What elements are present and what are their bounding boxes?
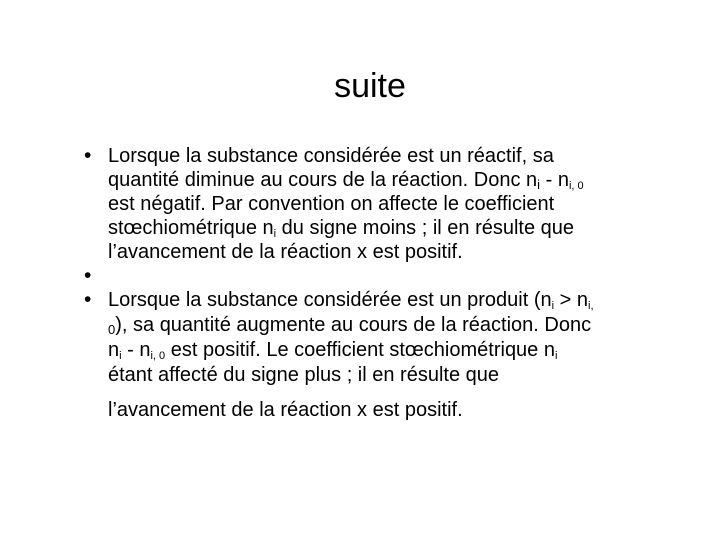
paragraph-line: stœchiométrique $n_i$ du signe moins ; il en résulte que <box>108 217 575 240</box>
bullet-paragraph-2 <box>108 288 683 423</box>
bullet-marker-empty: • <box>84 264 92 287</box>
paragraph-line: étant affecté du signe plus ; il en résulte que <box>108 364 500 386</box>
paragraph-line: est négatif. Par convention on affecte le coefficient <box>108 193 555 215</box>
paragraph-line: $n_i - n_{i, 0}$ est positif. Le coefficient stœchiométrique $n_i$ <box>108 339 558 362</box>
bullet-marker-2: • <box>84 288 92 311</box>
paragraph-line: Lorsque la substance considérée est un produit ($n_i > n_{i,}$ <box>108 289 594 312</box>
paragraph-line: Lorsque la substance considérée est un réactif, sa <box>108 145 554 167</box>
paragraph-line: quantité diminue au cours de la réaction. Donc $n_i - n_{i, 0}$ <box>108 169 584 192</box>
paragraph-line: l’avancement de la réaction x est positif. <box>108 399 463 421</box>
slide-title: suite <box>334 67 406 105</box>
paragraph-line: $_0$), sa quantité augmente au cours de la réaction. Donc <box>108 314 592 337</box>
paragraph-line: l’avancement de la réaction x est positif. <box>108 241 463 263</box>
bullet-marker-1: • <box>84 144 92 167</box>
bullet-paragraph-1 <box>108 144 683 264</box>
